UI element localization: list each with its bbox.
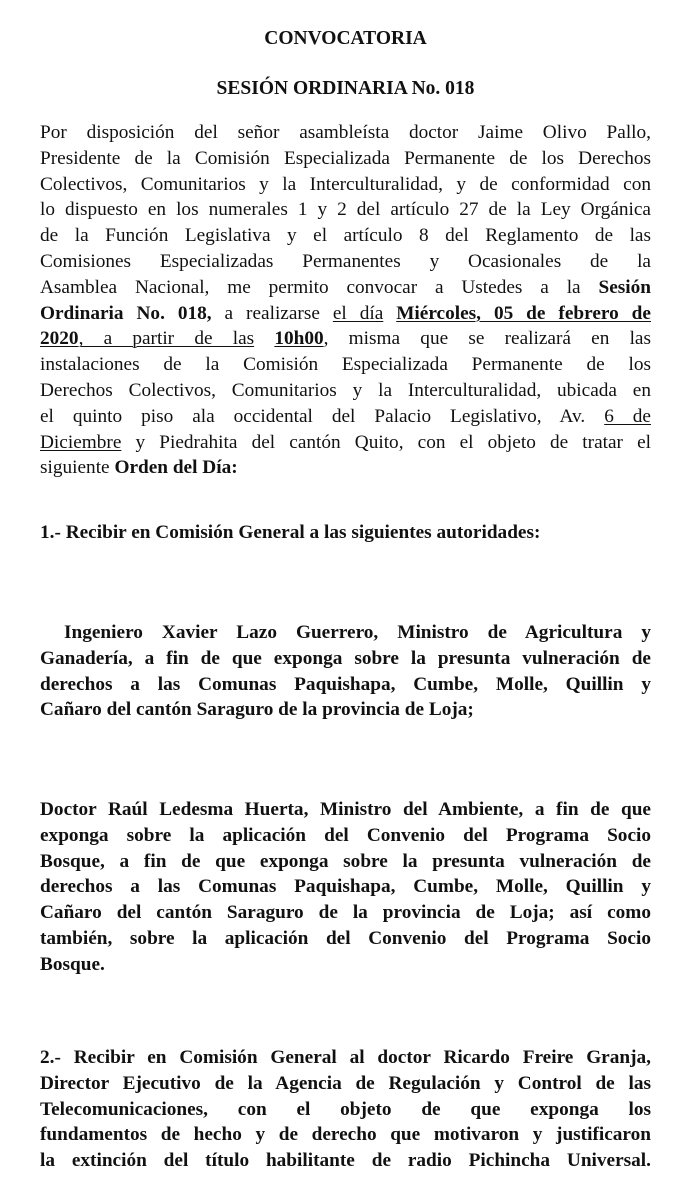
- agenda-item-line: fundamentos de hecho y de derecho que motivaron y justificaron: [40, 1124, 651, 1146]
- intro-line: lo dispuesto en los numerales 1 y 2 del artículo 27 de la Ley Orgánica: [40, 199, 651, 221]
- session-emphasis: Ordinaria No. 018,: [40, 302, 212, 324]
- agenda-item-line: Telecomunicaciones, con el objeto de que exponga los: [40, 1098, 651, 1120]
- authority-line: también, sobre la aplicación del Convenio del Programa Socio: [40, 927, 651, 949]
- intro-line: Derechos Colectivos, Comunitarios y la Interculturalidad, ubicada en: [40, 379, 651, 401]
- authority-line: Doctor Raúl Ledesma Huerta, Ministro del Ambiente, a fin de que: [40, 799, 651, 820]
- intro-line: [40, 301, 651, 327]
- agenda-emphasis: Orden del Día:: [114, 457, 238, 479]
- intro-text: el quinto piso ala occidental del Palacio Legislativo, Av.: [40, 405, 586, 427]
- date-underlined: el día: [332, 302, 384, 324]
- authority-line: derechos a las Comunas Paquishapa, Cumbe, Molle, Quillin y: [40, 876, 651, 898]
- authority-line: derechos a las Comunas Paquishapa, Cumbe, Molle, Quillin y: [40, 673, 651, 695]
- authority-line: Cañaro del cantón Saraguro de la provincia de Loja; así como: [40, 902, 651, 924]
- intro-text: a realizarse: [224, 302, 320, 324]
- document-title: CONVOCATORIA: [264, 28, 427, 49]
- agenda-item-line: la extinción del título habilitante de radio Pichincha Universal.: [40, 1150, 651, 1172]
- authority-paragraph-2: [40, 797, 651, 978]
- intro-line: Comisiones Especializadas Permanentes y Ocasionales de la: [40, 250, 651, 272]
- intro-line: [40, 326, 651, 352]
- intro-line: [40, 455, 651, 481]
- authority-line: Bosque.: [40, 953, 105, 975]
- intro-text: siguiente: [40, 457, 110, 479]
- agenda-item-line: 2.- Recibir en Comisión General al doctor Ricardo Freire Granja,: [40, 1047, 651, 1068]
- authority-line: Cañaro del cantón Saraguro de la provincia de Loja;: [40, 699, 474, 721]
- authority-paragraph-1: [40, 620, 651, 723]
- date-emphasis: Miércoles, 05 de febrero de: [396, 302, 651, 324]
- time-emphasis: 10h00: [274, 328, 324, 350]
- address-underlined: 6 de: [604, 405, 651, 427]
- agenda-item-1: [40, 520, 651, 546]
- intro-line: [40, 404, 651, 430]
- agenda-item-line: 1.- Recibir en Comisión General a las siguientes autoridades:: [40, 522, 541, 543]
- session-title: SESIÓN ORDINARIA No. 018: [216, 78, 475, 99]
- authority-line: exponga sobre la aplicación del Convenio del Programa Socio: [40, 824, 651, 846]
- time-prefix: , a partir de las: [78, 328, 255, 350]
- intro-line: de la Función Legislativa y el artículo 8 del Reglamento de las: [40, 225, 651, 247]
- session-emphasis: Sesión: [598, 276, 651, 298]
- intro-line: [40, 275, 651, 301]
- intro-line: [40, 430, 651, 456]
- year-emphasis: 2020: [40, 328, 79, 350]
- agenda-item-line: Director Ejecutivo de la Agencia de Regulación y Control de las: [40, 1072, 651, 1094]
- intro-line: Presidente de la Comisión Especializada Permanente de los Derechos: [40, 147, 651, 169]
- authority-line: Ingeniero Xavier Lazo Guerrero, Ministro de Agricultura y: [64, 622, 651, 643]
- authority-line: Bosque, a fin de que exponga sobre la presunta vulneración de: [40, 850, 651, 872]
- intro-text: Asamblea Nacional, me permito convocar a Ustedes a la: [40, 276, 581, 298]
- intro-text: y Piedrahita del cantón Quito, con el objeto de tratar el: [135, 431, 652, 453]
- intro-text: , misma que se realizará en las: [323, 328, 651, 350]
- intro-line: Colectivos, Comunitarios y la Interculturalidad, y de conformidad con: [40, 173, 651, 195]
- intro-line: instalaciones de la Comisión Especializada Permanente de los: [40, 354, 651, 376]
- address-underlined: Diciembre: [40, 431, 122, 453]
- authority-line: Ganadería, a fin de que exponga sobre la presunta vulneración de: [40, 647, 651, 669]
- agenda-item-2: [40, 1045, 651, 1174]
- intro-line: Por disposición del señor asambleísta doctor Jaime Olivo Pallo,: [40, 122, 651, 143]
- intro-paragraph: [40, 120, 651, 481]
